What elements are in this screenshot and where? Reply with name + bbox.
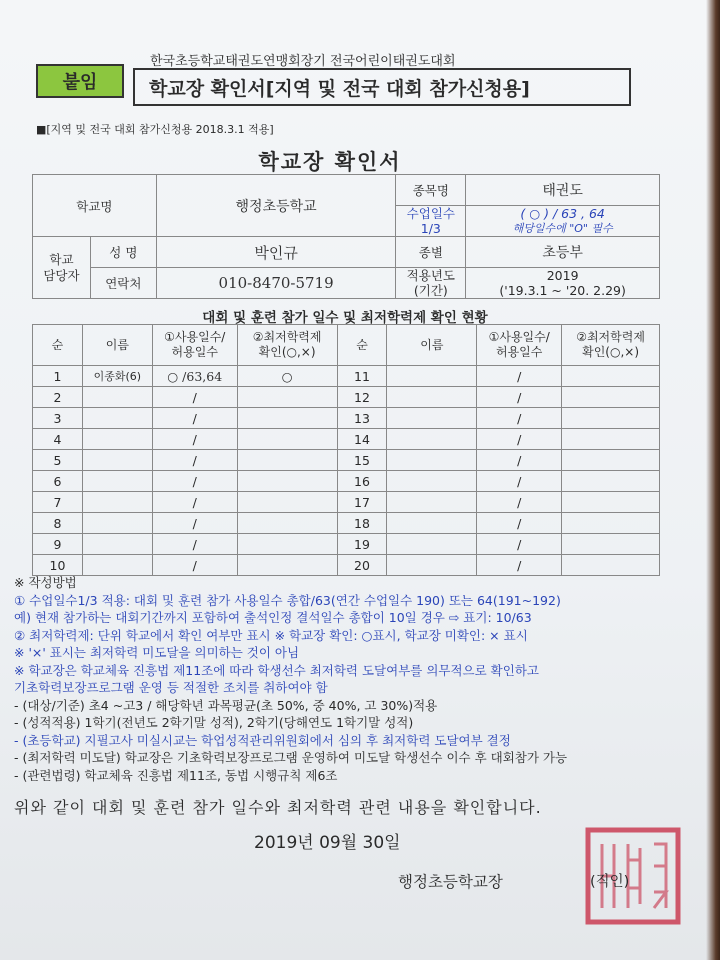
event-value: 태권도 [466,175,660,206]
col-days [152,325,237,366]
row-name [82,408,152,429]
col-no: 순 [33,325,83,366]
table-row [33,534,660,555]
instruction-line: - (성적적용) 1학기(전년도 2학기말 성적), 2학기(당해연도 1학기말 성적) [14,715,414,730]
row-check [237,429,337,450]
year-label-line2: (기간) [413,283,448,298]
row-name [82,450,152,471]
page-edge-shadow [706,0,720,960]
row-no: 11 [337,366,387,387]
row-no: 12 [337,387,387,408]
row-no: 13 [337,408,387,429]
row-no: 3 [33,408,83,429]
row-no: 16 [337,471,387,492]
col-days-line1: ①사용일수/ [164,330,226,344]
row-days: ○ /63,64 [152,366,237,387]
table-row [33,492,660,513]
row-no: 15 [337,450,387,471]
instruction-line: - (초등학교) 지필고사 미실시교는 학업성적관리위원회에서 심의 후 최저학력 도달여부 결정 [14,732,511,748]
row-name [387,555,477,576]
row-no: 5 [33,450,83,471]
row-no: 6 [33,471,83,492]
row-days: / [477,492,562,513]
row-check [562,471,660,492]
instruction-line: ② 최저학력제: 단위 학교에서 확인 여부만 표시 ※ 학교장 확인: ○표시, 학교장 미확인: × 표시 [14,627,528,643]
status-table-title: 대회 및 훈련 참가 일수 및 최저학력제 확인 현황 [202,310,488,326]
row-no: 14 [337,429,387,450]
event-label: 종목명 [396,175,466,206]
row-days: / [152,387,237,408]
instruction-line: - (관련법령) 학교체육 진흥법 제11조, 동법 시행규칙 제6조 [14,767,338,783]
teacher-label-line2: 담당자 [43,267,80,283]
row-check [237,513,337,534]
year-label-line1: 적용년도 [406,268,455,283]
table-row [33,450,660,471]
row-check [237,471,337,492]
row-no: 9 [33,534,83,555]
instruction-line: 기초학력보장프로그램 운영 등 적절한 조치를 취하여야 함 [14,680,328,695]
contact-label: 연락처 [90,268,156,299]
instruction-line: - (최저학력 미도달) 학교장은 기초학력보장프로그램 운영하여 미도달 학생선수 이수 후 대회참가 가능 [14,750,568,765]
row-no: 19 [337,534,387,555]
writing-instructions [14,574,714,784]
row-check [562,492,660,513]
row-days: / [152,471,237,492]
instruction-line: ※ 작성방법 [14,575,77,590]
row-check [562,408,660,429]
status-table-header [33,325,660,366]
row-days: / [152,513,237,534]
row-check [562,366,660,387]
class-days-value-line2: 해당일수에 "O" 필수 [512,222,613,235]
seal-reference: (직인) [590,874,630,890]
row-days: / [152,555,237,576]
row-no: 10 [33,555,83,576]
col-check-right [562,325,660,366]
teacher-label [33,237,91,299]
col-days-right [477,325,562,366]
row-check [562,534,660,555]
row-days: / [477,429,562,450]
col-check-line1: ②최저학력제 [252,330,322,344]
table-row [33,513,660,534]
col-check [237,325,337,366]
col-days-line2: 허용일수 [171,345,218,359]
document-title-box: 학교장 확인서[지역 및 전국 대회 참가신청용] [133,68,631,106]
table-row [33,429,660,450]
row-days: / [152,408,237,429]
contact-value: 010-8470-5719 [156,268,396,299]
table-row [33,387,660,408]
teacher-name-value: 박인규 [156,237,396,268]
row-check [562,450,660,471]
col-name: 이름 [82,325,152,366]
row-name [387,366,477,387]
division-value: 초등부 [466,237,660,268]
row-check [237,387,337,408]
row-days: / [477,471,562,492]
row-no: 4 [33,429,83,450]
col-days-right-line2: 허용일수 [496,345,543,359]
instruction-line: - (대상/기준) 초4 ~고3 / 해당학년 과목평균(초 50%, 중 40%, 고 30%)적용 [14,697,438,713]
row-check [237,555,337,576]
year-label [396,268,466,299]
school-info-table [32,174,660,299]
page-title: 학교장 확인서 [258,150,402,174]
row-days: / [477,513,562,534]
col-no-right: 순 [337,325,387,366]
row-no: 8 [33,513,83,534]
row-days: / [152,492,237,513]
row-no: 20 [337,555,387,576]
row-days: / [152,429,237,450]
instruction-line: ※ '×' 표시는 최저학력 미도달을 의미하는 것이 아님 [14,645,300,660]
row-name [387,513,477,534]
row-check [237,534,337,555]
row-days: / [477,366,562,387]
row-no: 17 [337,492,387,513]
row-name [82,555,152,576]
row-days: / [477,450,562,471]
row-name [82,387,152,408]
col-days-right-line1: ①사용일수/ [488,330,550,344]
class-days-value [466,206,660,237]
row-no: 7 [33,492,83,513]
row-check [562,513,660,534]
row-check: ○ [237,366,337,387]
row-check [237,450,337,471]
row-days: / [152,534,237,555]
organization-header: 한국초등학교태권도연맹회장기 전국어린이태권도대회 [150,54,456,69]
row-days: / [477,534,562,555]
table-row [33,408,660,429]
instruction-line: 예) 현재 참가하는 대회기간까지 포함하여 출석인정 결석일수 총합이 10일 경우 ⇨ 표기: 10/63 [14,610,532,625]
participation-status-table [32,324,660,576]
row-name [82,492,152,513]
row-name [387,408,477,429]
row-name [387,534,477,555]
row-days: / [477,408,562,429]
row-check [562,555,660,576]
name-label: 성 명 [90,237,156,268]
instruction-line: ① 수업일수1/3 적용: 대회 및 훈련 참가 사용일수 총합/63(연간 수업일수 190) 또는 64(191~192) [14,592,561,608]
applicable-note: ■[지역 및 전국 대회 참가신청용 2018.3.1 적용] [36,123,274,136]
row-name [82,471,152,492]
row-days: / [152,450,237,471]
attachment-badge: 붙임 [36,64,124,98]
table-row [33,555,660,576]
principal-title: 행정초등학교장 [398,873,503,891]
division-label: 종별 [396,237,466,268]
class-days-label [396,206,466,237]
confirmation-statement: 위와 같이 대회 및 훈련 참가 일수와 최저학력 관련 내용을 확인합니다. [14,798,542,817]
school-name: 행정초등학교 [156,175,396,237]
table-row [33,471,660,492]
row-name [387,450,477,471]
row-name [82,513,152,534]
row-days: / [477,555,562,576]
row-no: 2 [33,387,83,408]
row-name [82,429,152,450]
col-check-right-line2: 확인(○,×) [582,345,639,359]
col-check-line2: 확인(○,×) [258,345,316,359]
class-days-value-line1: ( ○ ) / 63 , 64 [520,206,605,221]
year-value-line2: ('19.3.1 ~ '20. 2.29) [499,283,626,298]
instruction-line: ※ 학교장은 학교체육 진흥법 제11조에 따라 학생선수 최저학력 도달여부를 의무적으로 확인하고 [14,662,539,678]
table-row [33,366,660,387]
teacher-label-line1: 학교 [49,251,74,267]
row-name [387,387,477,408]
row-days: / [477,387,562,408]
col-check-right-line1: ②최저학력제 [576,330,645,344]
row-check [562,429,660,450]
row-name [387,429,477,450]
class-days-label-line1: 수업일수 [406,206,455,221]
row-name: 이종화(6) [82,366,152,387]
school-label: 학교명 [33,175,157,237]
class-days-label-line2: 1/3 [420,221,441,236]
row-no: 1 [33,366,83,387]
row-name [387,471,477,492]
year-value-line1: 2019 [546,268,579,283]
row-check [237,492,337,513]
row-check [562,387,660,408]
year-value [466,268,660,299]
row-name [387,492,477,513]
col-name-right: 이름 [387,325,477,366]
row-name [82,534,152,555]
row-no: 18 [337,513,387,534]
row-check [237,408,337,429]
confirmation-date: 2019년 09월 30일 [254,833,401,853]
